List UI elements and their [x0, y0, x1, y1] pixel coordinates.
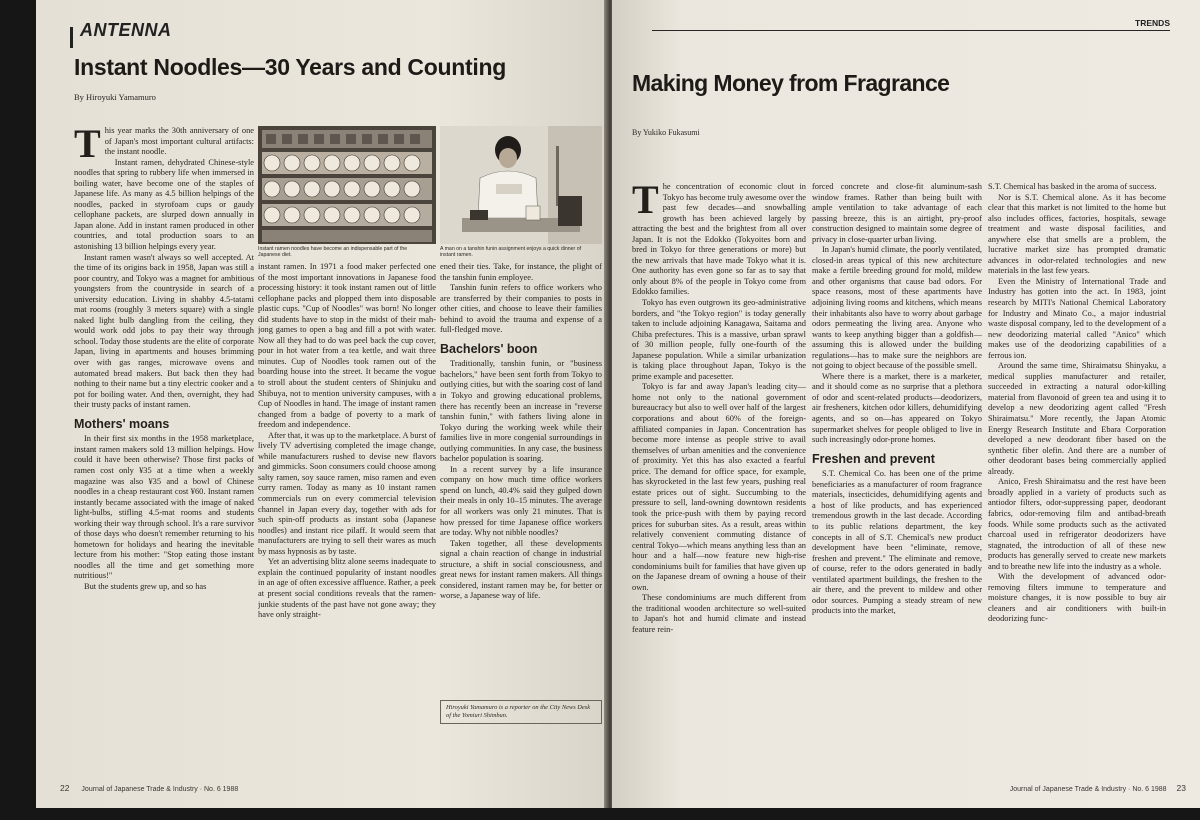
paragraph: Taken together, all these developments signal a chain reaction of change in industrial structure, a shift in social consciousness, and great news for instant ramen makers. All things considered, instant ramen may be, for better or worse, a Japanese way of life.	[440, 538, 602, 601]
left-column-3	[440, 262, 602, 696]
right-column-1	[632, 182, 806, 778]
section-label: ANTENNA	[80, 20, 172, 40]
paragraph: But the students grew up, and so has	[84, 581, 207, 591]
paragraph: S.T. Chemical Co. has been one of the prime beneficiaries as a manufacturer of room fragrance materials, insecticides, dehumidifying agents and a host of like products, and has experienced tremendous growth in the last decade. According to its public relations department, the key concepts in all of S.T. Chemical's new product development have been "eliminate, remove, freshen and prevent." The eliminate and remove, of course, refer to the odors generated in badly ventilated apartment buildings, the freshen to the air there, and the prevent to mildew and other odor sources. Pumping a steady stream of new products into the market,	[812, 469, 982, 616]
paragraph: his year marks the 30th anniversary of one of Japan's most important cultural artifacts: the instant noodle.	[104, 126, 254, 157]
paragraph: Where there is a market, there is a marketer, and it should come as no surprise that a plethora of odor and scent-related products—deodorizers, air fresheners, kitchen odor killers, dehumidifying agents, and so on—has appeared on Tokyo supermarket shelves for people obliged to live in such increasingly odor-prone homes.	[812, 371, 982, 445]
paragraph: With the development of advanced odor-removing filters immune to temperature and moisture changes, it is now possible to buy air cleaners and air conditioners with built-in deodorizing func-	[988, 572, 1166, 624]
paragraph: forced concrete and close-fit aluminum-sash window frames. Rather than being built with ample ventilation to take advantage of each passing breeze, this is an airtight, pry-proof construction designed to maintain some degree of privacy in close-quarter urban living.	[812, 182, 982, 244]
paragraph: Even the Ministry of International Trade and Industry has gotten into the act. In 1983, joint research by MITI's National Chemical Laboratory for Industry and Minato Co., a major industrial waste disposal company, led to the development of a new deodorizing material called "Anico" which makes use of the deodorizing capabilities of a ferrous ion.	[988, 276, 1166, 360]
right-page	[612, 0, 1200, 808]
photo-caption-1: Instant ramen noodles have become an indispensable part of the Japanese diet.	[258, 246, 408, 259]
paragraph: Tanshin funin refers to office workers who are transferred by their companies to posts in other cities, and choose to leave their families behind to avoid the trauma and expense of a full-fledged move.	[440, 283, 602, 335]
left-column-2	[258, 262, 436, 770]
subheading-mothers-moans: Mothers' moans	[74, 416, 170, 431]
paragraph: In their first six months in the 1958 marketplace, instant ramen makers sold 13 million helpings. How could it have been otherwise? Those first packs of ramen cost only ¥35 at a time when a weekly magazine was also ¥35 and a bowl of Chinese noodles in a cheap restaurant cost ¥60. Instant ramen instantly became associated with the image of naked light-bulbs, stifling 4.5-mat rooms and students working their way through school. It's a rare survivor of those days who doesn't remember returning to his hometown for holidays and hearing the inevitable lecture from his mother: "Stop eating those instant noodles all the time and get something more nutritious!"	[74, 434, 254, 581]
left-page	[36, 0, 608, 808]
paragraph: Yet an advertising blitz alone seems inadequate to explain the continued popularity of instant noodles in an age of often excessive affluence. Rather, a peek at present social conditions reveals that the ramen-junkie students of the past have not gone away; they have only straight-	[258, 557, 436, 620]
paragraph: S.T. Chemical has basked in the aroma of success.	[988, 182, 1157, 191]
dropcap: T	[632, 182, 659, 222]
paragraph: Instant ramen, dehydrated Chinese-style noodles that spring to rubbery life when immersed in boiling water, have become one of the staples of Japanese life. As many as 4.5 billion helpings of the noodles, packed in styrofoam cups or gaudy cellophane packets, are slurped down annually in Japan alone. Add in instant ramen produced in other countries, and total production soars to an astonishing 13 billion helpings every year.	[74, 157, 254, 252]
right-column-3	[988, 182, 1166, 778]
paragraph: Nor is S.T. Chemical alone. As it has become clear that this market is not limited to the home but also includes offices, factories, hospitals, sewage treatment and waste disposal facilities, and anywhere else that smells are a problem, the lucrative market size has prompted dramatic advances in odor-related technologies and new materials in the last few years.	[988, 192, 1166, 276]
author-note-box: Hiroyuki Yamamuro is a reporter on the City News Desk of the Yomiuri Shimbun.	[440, 700, 602, 724]
section-label-trends: TRENDS	[1135, 18, 1170, 28]
section-tag-antenna	[70, 20, 210, 48]
noodle-shelf-photo	[258, 126, 436, 244]
paragraph: Anico, Fresh Shiraimatsu and the rest have been broadly applied in a variety of products such as antiodor filters, odor-suppressing paper, deodorant fabrics, odor-removing film and antibad-breath foods. While some products such as the activated charcoal used in refrigerator deodorizers have stagnated, the introduction of all of these new products has generally served to create new markets and to breathe new life into the industry as a whole.	[988, 477, 1166, 571]
paragraph: These condominiums are much different from the traditional wooden architecture so well-suited to Japan's hot and humid climate and instead feature rein-	[632, 593, 806, 634]
article-title-left: Instant Noodles—30 Years and Counting	[74, 54, 506, 80]
right-column-2	[812, 182, 982, 778]
byline-right: By Yukiko Fukasumi	[632, 128, 700, 137]
man-eating-ramen-photo	[440, 126, 602, 244]
article-title-right: Making Money from Fragrance	[632, 70, 950, 96]
journal-footer-right: Journal of Japanese Trade & Industry · No. 6 1988	[1009, 786, 1167, 793]
paragraph: Instant ramen wasn't always so well accepted. At the time of its origins back in 1958, Japan was still a poor country, and Tokyo was a magnet for ambitious youngsters from the countryside in search of a university education. Living in shabby 4.5-tatami mat rooms (roughly 3 meters square) with a single naked light bulb dangling from the ceiling, they would work odd jobs to pay their way through school. Today those students are the elite of corporate Japan, living in apartments and houses brimming over with gas ranges, microwave ovens and automated bread makers. But back then they had nothing to their name but a tiny electric cooker and a pot for boiling water. And then, overnight, they had their trusty packs of instant ramen.	[74, 252, 254, 410]
journal-footer-left: Journal of Japanese Trade & Industry · No. 6 1988	[81, 786, 239, 793]
paragraph: Around the same time, Shiraimatsu Shinyaku, a medical supplies manufacturer and retailer, succeeded in extracting a natural odor-killing material from flavonoid of green tea and using it to develop a new deodorizing agent called "Fresh Shiraimatsu." More recently, the Japan Atomic Energy Research Institute and Ebara Corporation developed a new deodorant fiber based on the synthetic fiber olefin. And there are a number of other deodorant bases being commercially applied already.	[988, 361, 1166, 476]
paragraph: In a recent survey by a life insurance company on how much time office workers spend on lunch, 40.4% said they gulped down their meals in only 10–15 minutes. The average for all workers was only 21 minutes. That is how pressed for time Japanese office workers are today. Why not nibble noodles?	[440, 464, 602, 538]
footer-right	[1010, 783, 1186, 793]
paragraph: Traditionally, tanshin funin, or "business bachelors," have been sent forth from Tokyo to outlying cities, but with the soaring cost of land in Tokyo and growing educational problems, there has recently been an increase in "reverse tanshin funin," with fathers living alone in Tokyo during the working week while their families live in more congenial surroundings in outlying communities. In any case, the business bachelor population is soaring.	[440, 359, 602, 464]
footer-left	[60, 783, 238, 793]
header-rule	[652, 30, 1170, 31]
dropcap: T	[74, 126, 101, 166]
subheading-freshen-and-prevent: Freshen and prevent	[812, 451, 935, 466]
paragraph: instant ramen. In 1971 a food maker perfected one of the most important innovations in Japanese food processing history: it took instant ramen out of little cellophane packs and plopped them into disposable plastic cups. "Cup of Noodles" was born! No longer did students have to stop in the midst of their mah-jong games to open a bag and fill a pot with water. Now all they had to do was peel back the cup cover, pour in hot water from a tea kettle, and wait three minutes. Cup of Noodles took ramen out of the boarding house into the street. It became the vogue to stroll about the student centers of Shinjuku and Shibuya, not to mention university campuses, with a Cup of Noodles in hand. The image of instant ramen changed from a badge of poverty to a mark of freedom and independence.	[258, 262, 436, 430]
paragraph: Tokyo has even outgrown its geo-administrative borders, and "the Tokyo region" is today generally taken to include adjoining Kanagawa, Saitama and Chiba prefectures. This is a massive, urban sprawl of 30 million people, fully one-fourth of the Japanese population. While a similar urbanization is taking place throughout Japan, Tokyo is the prime example and pacesetter.	[632, 298, 806, 381]
page-number-left: 22	[60, 783, 70, 793]
left-column-1	[74, 126, 254, 770]
paragraph: ened their ties. Take, for instance, the plight of the tanshin funin employee.	[440, 262, 602, 282]
subheading-bachelors-boon: Bachelors' boon	[440, 341, 538, 356]
paragraph: After that, it was up to the marketplace. A burst of lively TV advertising completed the image change, while manufacturers rushed to devise new flavors and gimmicks. Soon consumers could choose among salty ramen, soy sauce ramen, miso ramen and even curry ramen. Today as many as 10 instant ramen commercials run on every commercial television channel in Japan every day, together with ads for such spin-off products as instant soba (Japanese noodles) and instant rice pilaff. It would seem that manufacturers are trying to sell their wares as much by mass hypnosis as by taste.	[258, 430, 436, 556]
paragraph: he concentration of economic clout in Tokyo has become truly awesome over the past few decades—and snowballing growth has been achieved largely by attracting the best and the brightest from all over Japan. It is not the Edokko (Tokyoites born and bred in Tokyo for three generations or more) but the new arrivals that have made Tokyo what it is. One authority has even gone so far as to say that only about 8% of the people in Tokyo come from Edokko families.	[632, 182, 806, 297]
photo-caption-2: A man on a tanshin funin assignment enjoys a quick dinner of instant ramen.	[440, 246, 582, 259]
paragraph: In Japan's humid climate, the poorly ventilated, closed-in areas typical of this new architecture make a fertile breeding ground for mold, mildew and other organisms that cause bad odors. For space reasons, most of these apartments have adjoining living rooms and kitchens, which means their inhabitants also have to worry about garbage odors permeating the living area. Anyone who wants to keep anything bigger than a goldfish—assuming this is allowed under the building regulations—has to make sure the neighbors are not going to object because of the possible smell.	[812, 245, 982, 371]
byline-left: By Hiroyuki Yamamuro	[74, 92, 156, 102]
page-number-right: 23	[1176, 783, 1186, 793]
paragraph: Tokyo is far and away Japan's leading city—home not only to the national government bureaucracy but also to well over half of the largest corporations and about 60% of the foreign-affiliated companies in Japan. Concentration has become more intense as people strive to avail themselves of urban amenities and the convenience of proximity. Yet this has also exacted a fearful price. The demand for office space, for example, has skyrocketed in the last few years, pushing real estate prices out of sight. Succumbing to the pressure to sell, land-owning downtown residents took the price-push with them by paying record prices for suburban sites. As a result, areas within relatively convenient commuting distance of central Tokyo—which means anything less than an hour and a half—now feature new high-rise condominiums built for families that have given up on the Japanese dream of owning a house of their own.	[632, 382, 806, 592]
